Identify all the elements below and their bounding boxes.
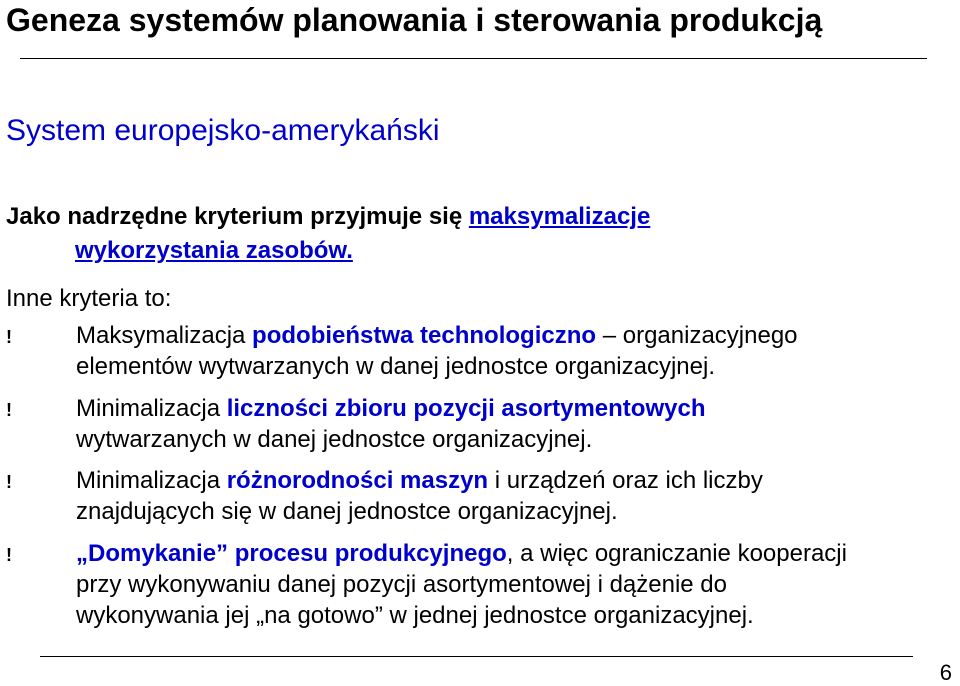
section-heading: System europejsko-amerykański <box>6 114 440 147</box>
list-item <box>0 393 705 455</box>
main-criterion-text: Jako nadrzędne kryterium przyjmuje się <box>6 203 469 230</box>
bullet-highlight: liczności zbioru pozycji asortymentowych <box>226 395 706 422</box>
bullet-text: wytwarzanych w danej jednostce organizacyjnej. <box>76 426 593 453</box>
bullet-text: – organizacyjnego <box>596 322 798 349</box>
slide-title: Geneza systemów planowania i sterowania produkcją <box>6 2 823 38</box>
bullet-text: elementów wytwarzanych w danej jednostce organizacyjnej. <box>76 353 715 380</box>
footer-divider <box>40 656 913 657</box>
bullet-highlight: „Domykanie” procesu produkcyjnego <box>76 540 507 567</box>
page-number: 6 <box>939 660 952 685</box>
bullet-text: Maksymalizacja <box>76 322 253 349</box>
bullet-marker: ! <box>6 472 12 492</box>
bullet-highlight: różnorodności maszyn <box>226 467 489 494</box>
bullet-text: i urządzeń oraz ich liczby <box>488 467 763 494</box>
list-item <box>0 538 847 631</box>
list-item <box>0 465 763 527</box>
bullet-text: znajdujących się w danej jednostce organizacyjnej. <box>76 498 618 525</box>
bullet-marker: ! <box>6 327 12 347</box>
bullet-highlight: podobieństwa technologiczno <box>252 322 597 349</box>
main-criterion <box>6 200 946 268</box>
bullet-text: Minimalizacja <box>76 395 227 422</box>
title-divider <box>20 58 927 59</box>
bullet-text: przy wykonywaniu danej pozycji asortymentowej i dążenie do <box>76 571 727 598</box>
bullet-marker: ! <box>6 545 12 565</box>
bullet-text: wykonywania jej „na gotowo” w jednej jednostce organizacyjnej. <box>76 602 754 629</box>
bullet-marker: ! <box>6 400 12 420</box>
main-criterion-link-part2[interactable]: wykorzystania zasobów. <box>75 237 353 264</box>
bullet-text: , a więc ograniczanie kooperacji <box>506 540 847 567</box>
list-item <box>0 320 798 382</box>
other-criteria-intro: Inne kryteria to: <box>6 285 172 312</box>
main-criterion-link-part1[interactable]: maksymalizacje <box>468 203 651 230</box>
bullet-text: Minimalizacja <box>76 467 227 494</box>
